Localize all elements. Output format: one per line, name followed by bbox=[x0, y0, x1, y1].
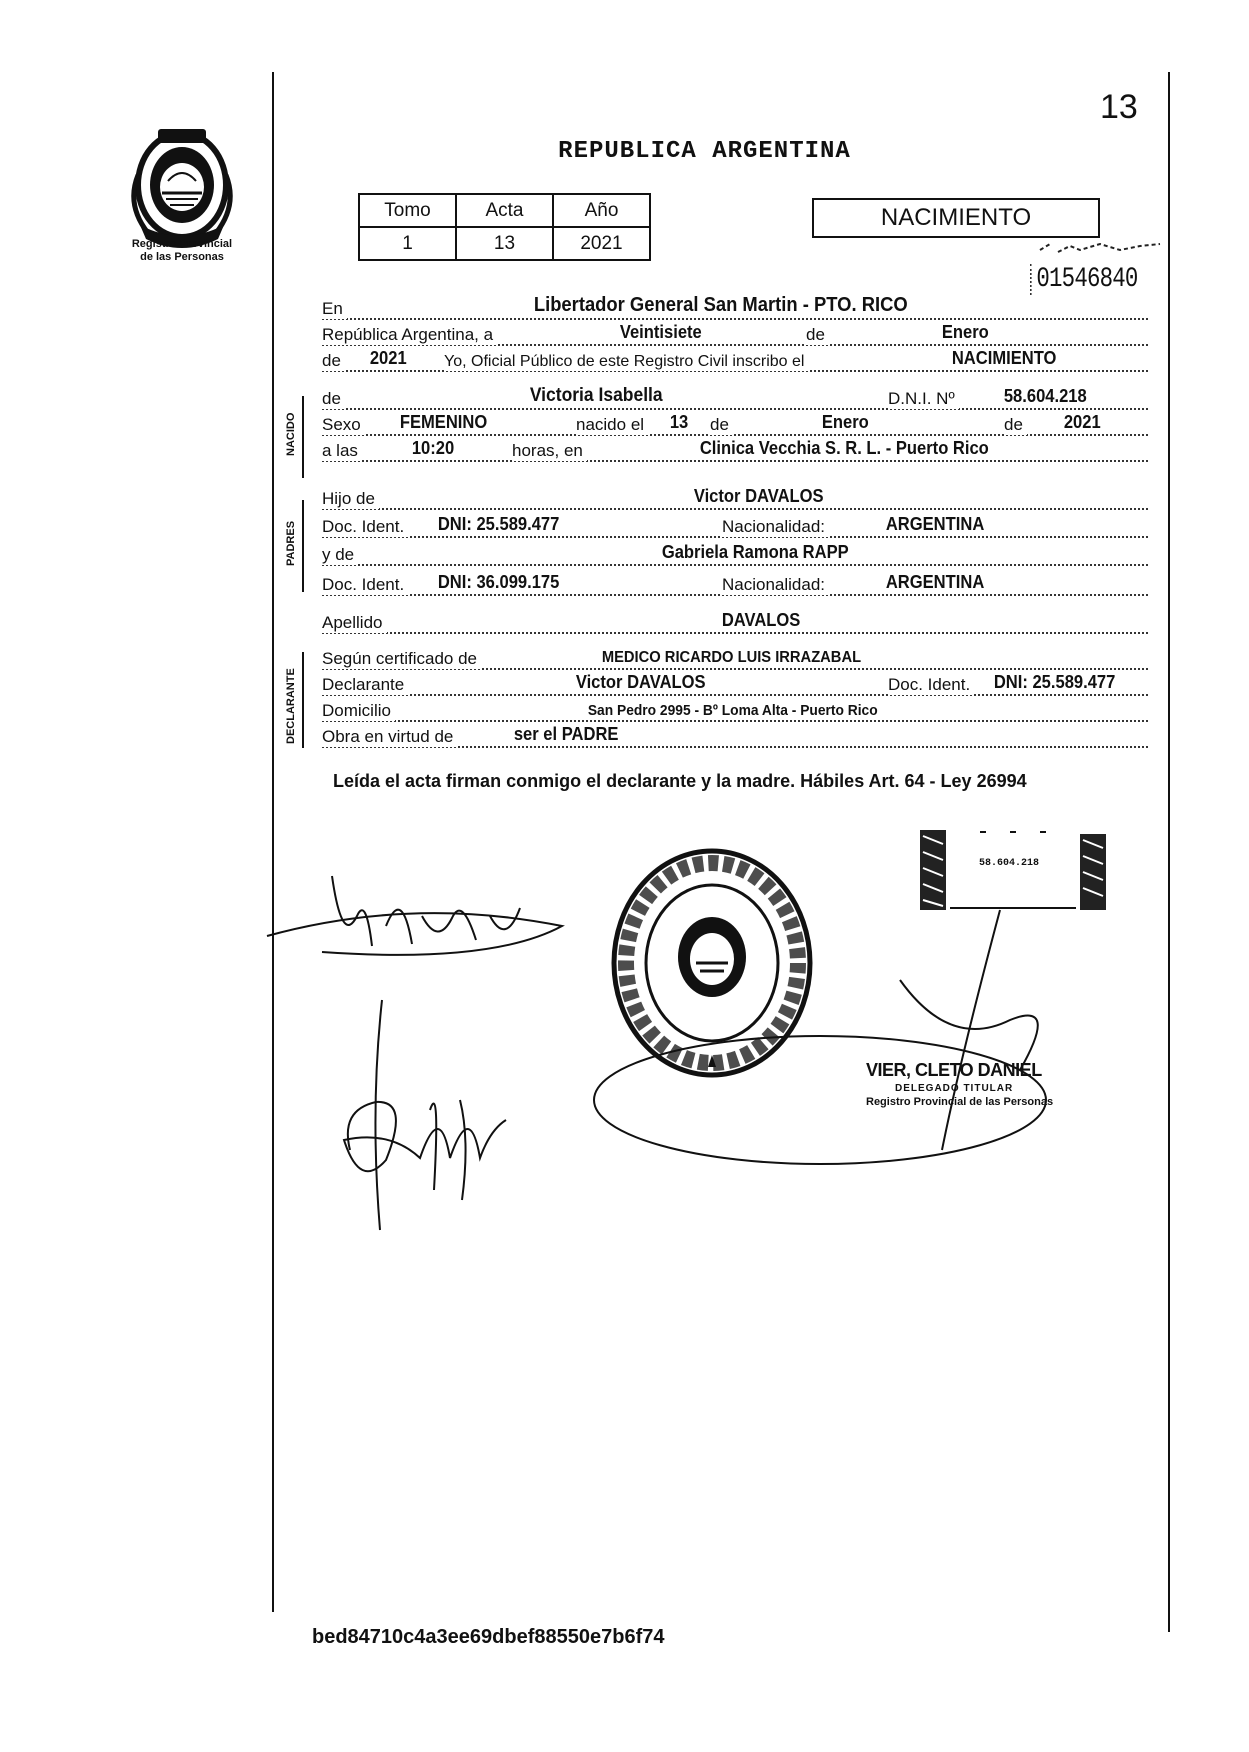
value-domicilio: San Pedro 2995 - Bº Loma Alta - Puerto Rico bbox=[587, 702, 878, 719]
label-hijo-de: Hijo de bbox=[322, 489, 379, 509]
value-year: 2021 bbox=[369, 348, 407, 368]
label-de-year: de bbox=[322, 351, 345, 371]
line-inscribo bbox=[322, 348, 1148, 374]
declarante-section-bar bbox=[302, 652, 304, 748]
value-declarante-doc: DNI: 25.589.477 bbox=[993, 672, 1116, 692]
serial-scribble-mark bbox=[1030, 240, 1170, 254]
document-title: REPUBLICA ARGENTINA bbox=[558, 138, 851, 165]
value-child-dni: 58.604.218 bbox=[1003, 386, 1087, 406]
line-hijo-de bbox=[322, 486, 1148, 512]
label-dni: D.N.I. Nº bbox=[888, 389, 959, 409]
line-mother-doc bbox=[322, 572, 1148, 598]
label-nacionalidad-father: Nacionalidad: bbox=[722, 517, 829, 537]
label-nacido-de: de bbox=[322, 389, 345, 409]
label-domicilio: Domicilio bbox=[322, 701, 395, 721]
line-apellido bbox=[322, 610, 1148, 636]
registry-value-ano: 2021 bbox=[553, 227, 650, 260]
label-y-de: y de bbox=[322, 545, 358, 565]
nacido-section-label: NACIDO bbox=[285, 412, 297, 456]
official-signature-icon bbox=[590, 900, 1070, 1170]
label-certificado: Según certificado de bbox=[322, 649, 481, 669]
value-registry-place: Libertador General San Martin - PTO. RICO bbox=[533, 294, 908, 316]
line-date bbox=[322, 322, 1148, 348]
padres-section-label: PADRES bbox=[285, 520, 297, 566]
value-certificado: MEDICO RICARDO LUIS IRRAZABAL bbox=[601, 649, 862, 666]
label-de-month: de bbox=[710, 415, 733, 435]
value-mother-nationality: ARGENTINA bbox=[885, 572, 985, 592]
official-organization: Registro Provincial de las Personas bbox=[866, 1096, 1054, 1108]
label-de: de bbox=[806, 325, 829, 345]
nacido-section-bar bbox=[302, 396, 304, 478]
value-father-nationality: ARGENTINA bbox=[885, 514, 985, 534]
crest-caption-line1: Registro Provincial bbox=[131, 238, 233, 250]
value-obra: ser el PADRE bbox=[513, 724, 619, 744]
value-day-words: Veintisiete bbox=[619, 322, 702, 342]
label-horas-en: horas, en bbox=[512, 441, 587, 461]
line-father-doc bbox=[322, 514, 1148, 540]
padres-section-bar bbox=[302, 500, 304, 592]
document-hash: bed84710c4a3ee69dbef88550e7b6f74 bbox=[312, 1626, 665, 1648]
value-declarante-name: Victor DAVALOS bbox=[575, 672, 706, 692]
label-doc-ident-declarante: Doc. Ident. bbox=[888, 675, 974, 695]
registry-header-ano: Año bbox=[553, 194, 650, 227]
right-margin-rule bbox=[1168, 72, 1170, 1632]
registry-table-header-row bbox=[359, 194, 650, 227]
line-sexo bbox=[322, 412, 1148, 438]
value-apellido: DAVALOS bbox=[721, 610, 801, 630]
label-en: En bbox=[322, 299, 347, 319]
line-place bbox=[322, 296, 1148, 322]
act-type-box: NACIMIENTO bbox=[812, 198, 1100, 238]
declarante-section-label: DECLARANTE bbox=[285, 668, 297, 744]
label-de-birth-year: de bbox=[1004, 415, 1027, 435]
official-name: VIER, CLETO DANIEL bbox=[866, 1060, 1042, 1080]
registry-value-acta: 13 bbox=[456, 227, 553, 260]
mother-signature-icon bbox=[330, 990, 510, 1240]
label-sexo: Sexo bbox=[322, 415, 365, 435]
registry-header-tomo: Tomo bbox=[359, 194, 456, 227]
value-mother-name: Gabriela Ramona RAPP bbox=[661, 542, 849, 562]
value-birth-day: 13 bbox=[669, 412, 689, 432]
page-number: 13 bbox=[1100, 88, 1138, 126]
label-a-las: a las bbox=[322, 441, 362, 461]
line-y-de bbox=[322, 542, 1148, 568]
line-certificado bbox=[322, 646, 1148, 672]
value-mother-doc: DNI: 36.099.175 bbox=[437, 572, 560, 592]
registry-table bbox=[358, 193, 651, 261]
label-nacionalidad-mother: Nacionalidad: bbox=[722, 575, 829, 595]
value-birth-month: Enero bbox=[821, 412, 869, 432]
crest-caption-line2: de las Personas bbox=[140, 251, 224, 263]
crest-caption bbox=[112, 238, 252, 264]
line-time-place bbox=[322, 438, 1148, 464]
value-birth-time: 10:20 bbox=[411, 438, 455, 458]
value-father-doc: DNI: 25.589.477 bbox=[437, 514, 560, 534]
value-month: Enero bbox=[941, 322, 989, 342]
left-margin-rule bbox=[272, 72, 274, 1612]
declarant-signature-icon bbox=[262, 856, 572, 976]
value-child-name: Victoria Isabella bbox=[529, 385, 663, 406]
label-nacido-el: nacido el bbox=[576, 415, 648, 435]
value-act-kind: NACIMIENTO bbox=[951, 348, 1057, 368]
thumbprint-dni-label: 58.604.218 bbox=[979, 858, 1040, 869]
line-nacido-name bbox=[322, 386, 1148, 412]
label-doc-ident-mother: Doc. Ident. bbox=[322, 575, 408, 595]
value-sexo: FEMENINO bbox=[399, 412, 488, 432]
registry-table-value-row bbox=[359, 227, 650, 260]
value-father-name: Victor DAVALOS bbox=[693, 486, 824, 506]
label-declarante: Declarante bbox=[322, 675, 408, 695]
registry-header-acta: Acta bbox=[456, 194, 553, 227]
label-inscribo: Yo, Oficial Público de este Registro Civil inscribo el bbox=[444, 353, 808, 371]
official-role: DELEGADO TITULAR bbox=[895, 1083, 1014, 1094]
value-birth-year: 2021 bbox=[1063, 412, 1101, 432]
label-doc-ident-father: Doc. Ident. bbox=[322, 517, 408, 537]
label-republica: República Argentina, a bbox=[322, 325, 497, 345]
line-obra bbox=[322, 724, 1148, 750]
registry-value-tomo: 1 bbox=[359, 227, 456, 260]
closing-statement: Leída el acta firman conmigo el declarante y la madre. Hábiles Art. 64 - Ley 26994 bbox=[333, 771, 1027, 791]
thumbprint-box-icon bbox=[920, 830, 1106, 910]
line-domicilio bbox=[322, 698, 1148, 724]
line-declarante bbox=[322, 672, 1148, 698]
label-apellido: Apellido bbox=[322, 613, 387, 633]
serial-number: 01546840 bbox=[1030, 264, 1138, 295]
label-obra: Obra en virtud de bbox=[322, 727, 457, 747]
value-birth-place: Clinica Vecchia S. R. L. - Puerto Rico bbox=[699, 438, 989, 458]
